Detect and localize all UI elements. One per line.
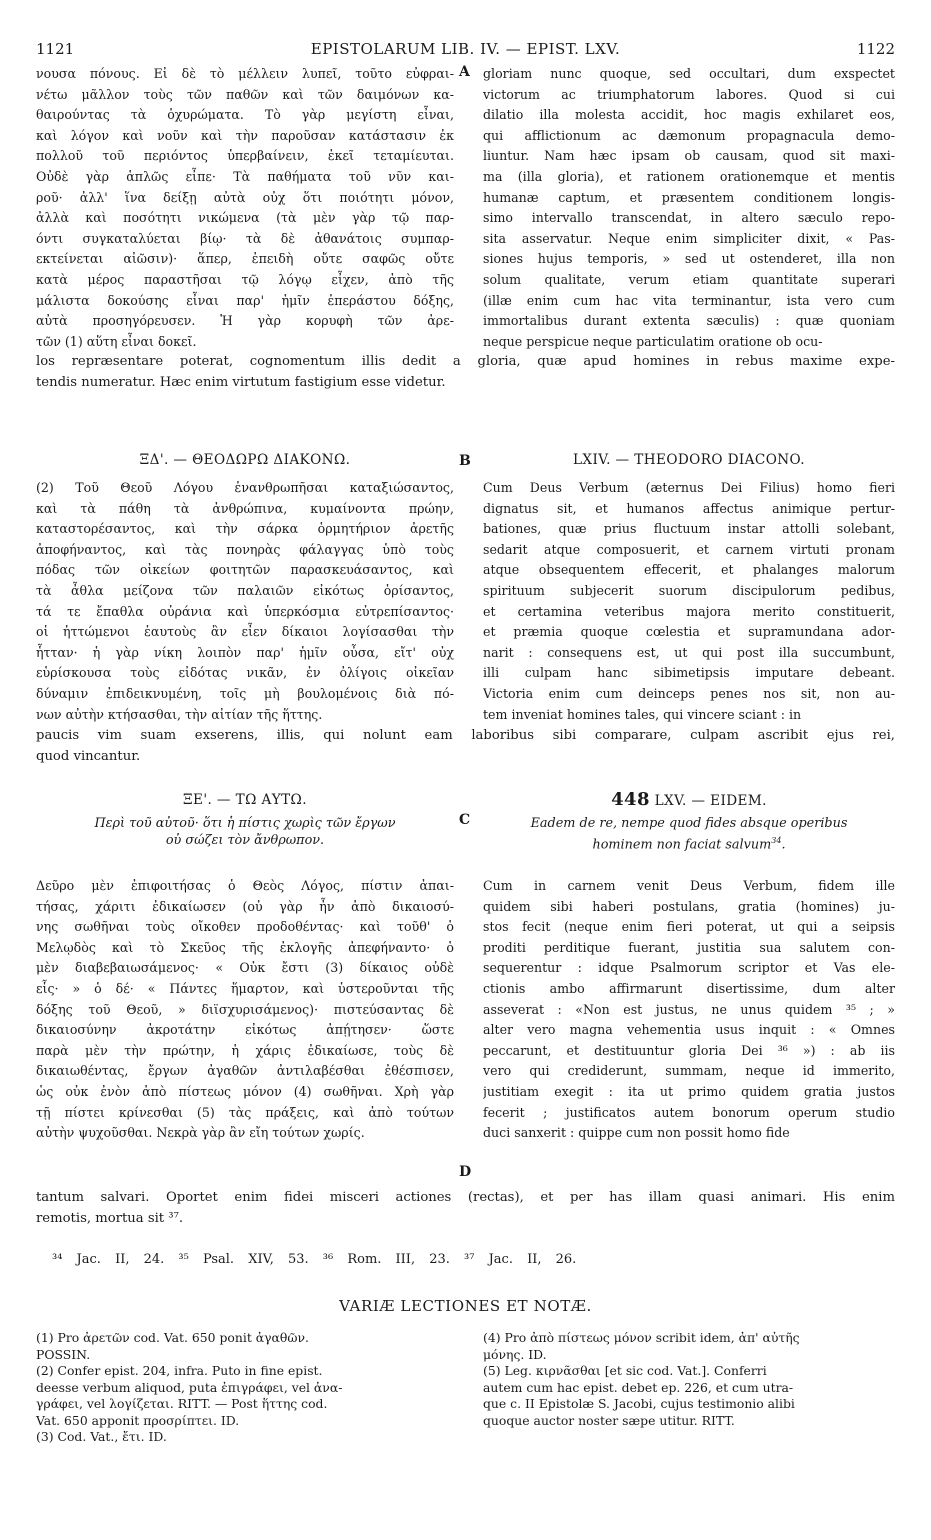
text-line: νων αὐτὴν κτήσασθαι, τὴν αἰτίαν τῆς ἥττης. [36, 706, 323, 722]
text-line: gloriam nunc quoque, sed occultari, dum exspectet [483, 66, 895, 81]
text-line: liuntur. Nam hæc ipsam ob causam, quod sit maxi- [483, 148, 895, 164]
text-line: tantum salvari. Oportet enim fidei misceri actiones (rectas), et per has illam quasi animari. His enim [36, 1190, 895, 1205]
text-line: siones hujus temporis, » sed ut ostenderet, illa non [483, 251, 895, 267]
text-line: bationes, quæ prius fluctuum instar attolli solebant, [483, 521, 895, 537]
latin-heading-65 [483, 789, 895, 810]
latin-column-65 [483, 876, 895, 1144]
greek-subtitle-65 [36, 815, 454, 849]
text-line: deesse verbum aliquod, puta ἐπιγράφει, vel ἀνα- [36, 1379, 343, 1395]
margin-marker-c: C [459, 812, 471, 828]
text-line: et præmia quoque cœlestia et supramundana ador- [483, 624, 895, 640]
footnote-ref-34: 34 [771, 836, 782, 845]
text-line: μὲν διαβεβαιωσάμενος· « Οὐκ ἔστι (3) δίκαιος οὐδὲ [36, 960, 454, 976]
latin-column-64 [483, 478, 895, 725]
text-line: vero qui crediderunt, summam, neque id immerito, [483, 1063, 895, 1079]
text-line: Οὐδὲ γὰρ ἁπλῶς εἶπε· Τὰ παθήματα τοῦ νῦν και- [36, 168, 454, 184]
text-line: dilatio illa molesta accidit, hoc magis exhilaret eos, [483, 107, 895, 123]
text-line: νης σωθῆναι τοὺς οἴκοθεν προδοθέντας· καὶ τοῦθ' ὁ [36, 919, 454, 935]
text-line: ροῦ· ἀλλ' ἵνα δείξῃ αὐτὰ οὐχ ὅτι ποιότητι μόνον, [36, 189, 454, 205]
full-width-text-2 [36, 726, 895, 767]
notes-left [36, 1330, 454, 1446]
text-line: immortalibus durant extenta sæculis) : quæ quoniam [483, 313, 895, 329]
text-line: (3) Cod. Vat., ἔτι. ID. [36, 1429, 167, 1444]
margin-marker-d: D [459, 1164, 472, 1180]
latin-column-top [483, 64, 895, 352]
latin-heading-64: LXIV. — THEODORO DIACONO. [573, 452, 805, 468]
margin-marker-b: B [459, 453, 471, 469]
text-line: neque perspicue neque particulatim oratione ob ocu- [483, 333, 823, 349]
text-line: μόνης. ID. [483, 1346, 547, 1362]
running-header [36, 40, 895, 62]
text-line: sedarit atque composuerit, et carnem virtuti pronam [483, 541, 895, 557]
greek-subtitle-line-1: Περὶ τοῦ αὐτοῦ· ὅτι ἡ πίστις χωρὶς τῶν ἔργων [94, 816, 396, 831]
text-line: δόξης τοῦ Θεοῦ, » διϊσχυρισάμενος)· πιστεύσαντας δὲ [36, 1001, 454, 1017]
page-number-right: 1122 [856, 40, 895, 58]
text-line: εἷς· » ὁ δέ· « Πάντες ἥμαρτον, καὶ ὑστεροῦνται τῆς [36, 980, 454, 996]
text-line: εὑρίσκουσα τοὺς εἰδότας νικᾶν, ἐν ὀλίγοις οἰκεῖαν [36, 665, 454, 681]
text-line: quidem sibi haberi postulans, gratia (homines) ju- [483, 898, 895, 914]
margin-marker-a: A [459, 64, 470, 80]
text-line: θαιρούντας τὰ ὀχυρώματα. Τὸ γὰρ μεγίστη εἶναι, [36, 107, 454, 123]
text-line: ctionis ambo affirmarunt disertissime, dum alter [483, 980, 895, 996]
text-line: ἀποφήναντος, καὶ τὰς πονηρὰς φάλαγγας ὑπὸ τοὺς [36, 541, 454, 557]
text-line: τὰ ἆθλα μείζονα τῶν παλαιῶν εἰκότως ὁρίσαντος, [36, 582, 454, 598]
text-line: tem inveniat homines tales, qui vincere sciant : in [483, 706, 802, 722]
text-line: νέτω μᾶλλον τοὺς τῶν παθῶν καὶ τῶν δαιμόνων κα- [36, 86, 454, 102]
full-width-text-3 [36, 1188, 895, 1229]
text-line: ὡς οὐκ ἐνὸν ἀπὸ πίστεως μόνον (4) σωθῆναι. Χρὴ γὰρ [36, 1083, 454, 1099]
greek-heading-65: ΞΕ'. — ΤΩ ΑΥΤΩ. [183, 792, 307, 808]
text-line: solum qualitate, verum etiam quantitate superari [483, 271, 895, 287]
variae-lectiones-heading: VARIÆ LECTIONES ET NOTÆ. [339, 1297, 592, 1315]
text-line: (illæ enim cum hac vita terminantur, ista vero cum [483, 292, 895, 308]
text-line: simo intervallo transcendat, in altero sæculo repo- [483, 210, 895, 226]
text-line: paucis vim suam exserens, illis, qui nolunt eam laboribus sibi comparare, culpam ascribit ejus rei, [36, 728, 895, 743]
text-line: ἧτταν· ἡ γὰρ νίκη λοιπὸν παρ' ἡμῖν οὖσα, εἴτ' οὐχ [36, 644, 454, 660]
text-line: quoque auctor noster sæpe utitur. RITT. [483, 1412, 735, 1428]
text-line: que c. II Epistolæ S. Jacobi, cujus testimonio alibi [483, 1396, 795, 1411]
greek-heading-64: ΞΔ'. — ΘΕΟΔΩΡΩ ΔΙΑΚΟΝΩ. [139, 452, 351, 468]
text-line: alter vero magna vehementia usus inquit : « Omnes [483, 1022, 895, 1038]
latin-subtitle-line-2-text: hominem non faciat salvum [592, 837, 772, 853]
text-line: et certamina veteribus majora merito constituerit, [483, 603, 895, 619]
text-line: καὶ λόγον καὶ νοῦν καὶ τὴν παροῦσαν κατάστασιν ἐκ [36, 127, 454, 143]
text-line: Δεῦρο μὲν ἐπιφοιτήσας ὁ Θεὸς Λόγος, πίστιν ἀπαι- [36, 878, 454, 893]
text-line: δικαιωθέντας, ἔργων ἀγαθῶν ἀντιλαβέσθαι ἐθέσπισεν, [36, 1063, 454, 1079]
text-line: qui afflictionum ac dæmonum propagnacula demo- [483, 127, 895, 143]
text-line: justitiam exegit : ita ut primo quidem gratia justos [483, 1083, 895, 1099]
text-line: stos fecit (neque enim fieri poterat, ut qui a seipsis [483, 919, 895, 935]
text-line: duci sanxerit : quippe cum non possit homo fide [483, 1125, 790, 1141]
text-line: sequerentur : idque Psalmorum scriptor et Vas ele- [483, 960, 895, 976]
latin-heading-65-text: LXV. — EIDEM. [654, 793, 767, 809]
text-line: narit : consequens est, ut qui post illa succumbunt, [483, 644, 895, 660]
text-line: proditi perditique fuerant, justitia sua salutem con- [483, 939, 895, 955]
text-line: κατὰ μέρος παραστῆσαι τῷ λόγῳ εἶχεν, ἀπὸ τῆς [36, 271, 454, 287]
text-line: παρὰ μὲν τὴν πρώτην, ἡ χάρις ἐδικαίωσε, τοὺς δὲ [36, 1042, 454, 1058]
text-line: asseverat : «Non est justus, ne unus quidem ³⁵ ; » [483, 1001, 895, 1017]
column-number: 448 [611, 789, 650, 810]
text-line: dignatus sit, et humanos affectus animique pertur- [483, 500, 895, 516]
running-title: EPISTOLARUM LIB. IV. — EPIST. LXV. [310, 40, 621, 58]
text-line: τήσας, χάριτι ἐδικαίωσεν (οὐ γὰρ ἦν ἀπὸ δικαιοσύ- [36, 898, 454, 914]
text-line: sita asservatur. Neque enim simpliciter dixit, « Pas- [483, 230, 895, 246]
text-line: victorum ac triumphatorum labores. Quod si cui [483, 86, 895, 102]
greek-column-65 [36, 876, 454, 1144]
text-line: οἱ ἡττώμενοι ἑαυτοὺς ἂν εἶεν δίκαιοι λογίσασθαι τὴν [36, 624, 454, 640]
text-line: αὐτὴν ψυχοῦσθαι. Νεκρὰ γὰρ ἂν εἴη τούτων χωρίς. [36, 1125, 365, 1141]
text-line: remotis, mortua sit ³⁷. [36, 1210, 184, 1226]
latin-subtitle-line-2: hominem non faciat salvum$^{34}$. [592, 836, 786, 853]
text-line: δικαιοσύνην ἀκροτάτην εἰκότως ἀπῄτησεν· ὥστε [36, 1022, 454, 1038]
text-line: Vat. 650 apponit προσρίπτει. ID. [36, 1412, 240, 1428]
text-line: τῇ πίστει κρίνεσθαι (5) τὰς πράξεις, καὶ ἀπὸ τούτων [36, 1104, 454, 1120]
text-line: δύναμιν ἐπιδεικνυμένη, τοῖς μὴ βουλομένοις διὰ πό- [36, 685, 454, 701]
text-line: spirituum subjecerit suorum discipulorum pedibus, [483, 582, 895, 598]
text-line: humanæ captum, et præsentem conditionem longis- [483, 189, 895, 205]
page-number-left: 1121 [36, 40, 75, 58]
text-line: όντι συγκαταλύεται βίῳ· τὰ δὲ ἀθανάτοις συμπαρ- [36, 230, 454, 246]
text-line: μάλιστα δοκούσης εἶναι παρ' ἡμῖν ἐπεράστου δόξης, [36, 292, 454, 308]
text-line: atque obsequentem effecerit, et phalanges malorum [483, 562, 895, 578]
text-line: Victoria enim cum deinceps penes nos sit, non au- [483, 685, 895, 701]
text-line: POSSIN. [36, 1346, 91, 1362]
notes-right [483, 1330, 895, 1429]
greek-subtitle-line-2: οὐ σώζει τὸν ἄνθρωπον. [165, 833, 325, 848]
text-line: Cum Deus Verbum (æternus Dei Filius) homo fieri [483, 480, 895, 495]
text-line: νουσα πόνους. Εἰ δὲ τὸ μέλλειν λυπεῖ, τοῦτο εὐφραι- [36, 66, 454, 81]
text-line: εκτείνεται αἰῶσιν)· ἅπερ, ἐπειδὴ οὔτε σαφῶς οὔτε [36, 251, 454, 267]
text-line: tendis numeratur. Hæc enim virtutum fastigium esse videtur. [36, 374, 446, 390]
text-line: (4) Pro ἀπὸ πίστεως μόνον scribit idem, ἀπ' αὐτῆς [483, 1330, 800, 1345]
greek-column-top [36, 64, 454, 352]
text-line: los repræsentare poterat, cognomentum illis dedit a gloria, quæ apud homines in rebus maxime expe- [36, 354, 895, 369]
text-line: καταστορέσαντος, καὶ τὴν σάρκα ὁρμητήριον ἀρετῆς [36, 521, 454, 537]
text-line: (5) Leg. κιρνᾶσθαι [et sic cod. Vat.]. Conferri [483, 1363, 767, 1378]
full-width-text-1 [36, 352, 895, 393]
text-line: (1) Pro ἀρετῶν cod. Vat. 650 ponit ἀγαθῶν. [36, 1330, 309, 1345]
text-line: ma (illa gloria), et rationem orationemque et mentis [483, 168, 895, 184]
text-line: fecerit ; justificatos autem bonorum operum studio [483, 1104, 895, 1120]
scripture-references: ³⁴ Jac. II, 24. ³⁵ Psal. XIV, 53. ³⁶ Rom. III, 23. ³⁷ Jac. II, 26. [52, 1252, 577, 1267]
text-line: πολλοῦ τοῦ περιόντος ὑπερβαίνειν, ἐκεῖ τεταμίευται. [36, 148, 454, 164]
text-line: peccarunt, et destituuntur gloria Dei ³⁶ ») : ab iis [483, 1042, 895, 1058]
text-line: autem cum hac epist. debet ep. 226, et cum utra- [483, 1379, 794, 1395]
text-line: γράφει, vel λογίζεται. RITT. — Post ἥττης cod. [36, 1396, 328, 1411]
text-line: καὶ τὰ πάθη τὰ ἀνθρώπινα, κυμαίνοντα πρώην, [36, 500, 454, 516]
text-line: ἀλλὰ καὶ ποσότητι νικώμενα (τὰ μὲν γὰρ τῷ παρ- [36, 210, 454, 226]
greek-column-64 [36, 478, 454, 725]
text-line: τά τε ἔπαθλα οὐράνια καὶ ὑπερκόσμια εὐτρεπίσαντος· [36, 603, 454, 619]
text-line: αὐτὰ προσηγόρευσεν. Ἡ γὰρ κορυφὴ τῶν ἀρε- [36, 313, 454, 329]
text-line: πόδας τῶν οἰκείων φοιτητῶν παρασκευάσαντος, καὶ [36, 562, 454, 578]
latin-subtitle-line-1: Eadem de re, nempe quod fides absque operibus [530, 816, 848, 831]
text-line: (2) Τοῦ Θεοῦ Λόγου ἐνανθρωπῆσαι καταξιώσαντος, [36, 480, 454, 495]
text-line: (2) Confer epist. 204, infra. Puto in fine epist. [36, 1363, 323, 1378]
text-line: Μελῳδὸς καὶ τὸ Σκεῦος τῆς ἐκλογῆς ἀπεφήναντο· ὁ [36, 939, 454, 955]
text-line: quod vincantur. [36, 748, 141, 764]
latin-subtitle-65 [483, 815, 895, 853]
text-line: Cum in carnem venit Deus Verbum, fidem ille [483, 878, 895, 893]
text-line: illi culpam hanc sibimetipsis imputare debeant. [483, 665, 895, 681]
text-line: τῶν (1) αὕτη εἶναι δοκεῖ. [36, 333, 197, 349]
